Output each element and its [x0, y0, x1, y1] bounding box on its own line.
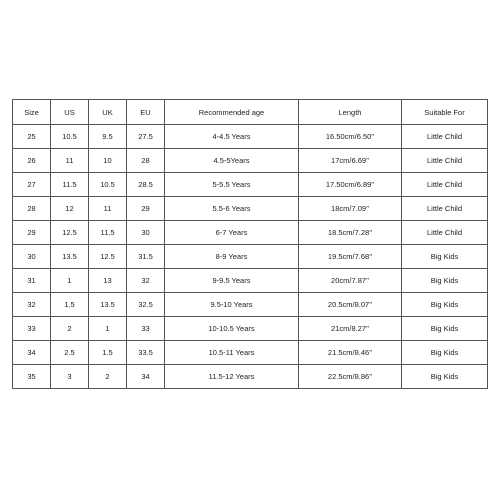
- cell-size: 31: [13, 269, 51, 293]
- cell-suitable-for: Little Child: [402, 125, 488, 149]
- cell-uk: 11: [89, 197, 127, 221]
- cell-uk: 10: [89, 149, 127, 173]
- cell-eu: 32.5: [127, 293, 165, 317]
- header-suitable-for: Suitable For: [402, 100, 488, 125]
- cell-size: 25: [13, 125, 51, 149]
- cell-us: 10.5: [51, 125, 89, 149]
- cell-uk: 10.5: [89, 173, 127, 197]
- cell-us: 12: [51, 197, 89, 221]
- cell-us: 1.5: [51, 293, 89, 317]
- cell-length: 21.5cm/8.46'': [299, 341, 402, 365]
- cell-suitable-for: Big Kids: [402, 341, 488, 365]
- cell-eu: 28.5: [127, 173, 165, 197]
- cell-size: 33: [13, 317, 51, 341]
- cell-length: 21cm/8.27'': [299, 317, 402, 341]
- cell-size: 27: [13, 173, 51, 197]
- cell-length: 20.5cm/8.07'': [299, 293, 402, 317]
- table-row: [13, 365, 488, 389]
- cell-eu: 34: [127, 365, 165, 389]
- cell-size: 26: [13, 149, 51, 173]
- cell-size: 30: [13, 245, 51, 269]
- cell-size: 32: [13, 293, 51, 317]
- cell-eu: 29: [127, 197, 165, 221]
- cell-uk: 11.5: [89, 221, 127, 245]
- cell-suitable-for: Little Child: [402, 149, 488, 173]
- table-row: [13, 197, 488, 221]
- table-row: [13, 149, 488, 173]
- cell-suitable-for: Big Kids: [402, 245, 488, 269]
- cell-size: 34: [13, 341, 51, 365]
- cell-suitable-for: Big Kids: [402, 269, 488, 293]
- size-chart-table: [12, 99, 488, 389]
- cell-recommended-age: 11.5-12 Years: [165, 365, 299, 389]
- cell-eu: 27.5: [127, 125, 165, 149]
- cell-uk: 9.5: [89, 125, 127, 149]
- cell-size: 29: [13, 221, 51, 245]
- cell-length: 22.5cm/8.86'': [299, 365, 402, 389]
- cell-length: 18cm/7.09'': [299, 197, 402, 221]
- cell-us: 3: [51, 365, 89, 389]
- cell-recommended-age: 4.5-5Years: [165, 149, 299, 173]
- header-recommended-age: Recommended age: [165, 100, 299, 125]
- cell-recommended-age: 9-9.5 Years: [165, 269, 299, 293]
- header-us: US: [51, 100, 89, 125]
- table-row: [13, 293, 488, 317]
- cell-us: 12.5: [51, 221, 89, 245]
- cell-us: 13.5: [51, 245, 89, 269]
- cell-uk: 13: [89, 269, 127, 293]
- cell-size: 28: [13, 197, 51, 221]
- cell-eu: 33: [127, 317, 165, 341]
- cell-uk: 13.5: [89, 293, 127, 317]
- cell-length: 20cm/7.87'': [299, 269, 402, 293]
- header-uk: UK: [89, 100, 127, 125]
- cell-suitable-for: Little Child: [402, 197, 488, 221]
- cell-recommended-age: 10.5-11 Years: [165, 341, 299, 365]
- cell-length: 16.50cm/6.50'': [299, 125, 402, 149]
- cell-us: 2.5: [51, 341, 89, 365]
- cell-length: 19.5cm/7.68'': [299, 245, 402, 269]
- table-row: [13, 245, 488, 269]
- cell-uk: 12.5: [89, 245, 127, 269]
- cell-uk: 1.5: [89, 341, 127, 365]
- table-row: [13, 269, 488, 293]
- cell-suitable-for: Big Kids: [402, 317, 488, 341]
- cell-suitable-for: Little Child: [402, 221, 488, 245]
- table-row: [13, 221, 488, 245]
- header-length: Length: [299, 100, 402, 125]
- cell-recommended-age: 5-5.5 Years: [165, 173, 299, 197]
- table-row: [13, 317, 488, 341]
- cell-recommended-age: 4-4.5 Years: [165, 125, 299, 149]
- cell-us: 11.5: [51, 173, 89, 197]
- cell-eu: 31.5: [127, 245, 165, 269]
- cell-us: 11: [51, 149, 89, 173]
- cell-suitable-for: Big Kids: [402, 365, 488, 389]
- table-row: [13, 341, 488, 365]
- header-size: Size: [13, 100, 51, 125]
- cell-us: 1: [51, 269, 89, 293]
- table-body: [13, 125, 488, 389]
- table-row: [13, 173, 488, 197]
- cell-recommended-age: 5.5-6 Years: [165, 197, 299, 221]
- cell-eu: 28: [127, 149, 165, 173]
- cell-recommended-age: 6-7 Years: [165, 221, 299, 245]
- cell-suitable-for: Big Kids: [402, 293, 488, 317]
- cell-us: 2: [51, 317, 89, 341]
- cell-recommended-age: 10-10.5 Years: [165, 317, 299, 341]
- cell-suitable-for: Little Child: [402, 173, 488, 197]
- cell-eu: 30: [127, 221, 165, 245]
- header-eu: EU: [127, 100, 165, 125]
- header-row: [13, 100, 488, 125]
- cell-uk: 1: [89, 317, 127, 341]
- cell-recommended-age: 8-9 Years: [165, 245, 299, 269]
- cell-eu: 33.5: [127, 341, 165, 365]
- cell-uk: 2: [89, 365, 127, 389]
- table-row: [13, 125, 488, 149]
- cell-size: 35: [13, 365, 51, 389]
- cell-length: 18.5cm/7.28'': [299, 221, 402, 245]
- cell-eu: 32: [127, 269, 165, 293]
- cell-length: 17cm/6.69'': [299, 149, 402, 173]
- cell-length: 17.50cm/6.89'': [299, 173, 402, 197]
- cell-recommended-age: 9.5-10 Years: [165, 293, 299, 317]
